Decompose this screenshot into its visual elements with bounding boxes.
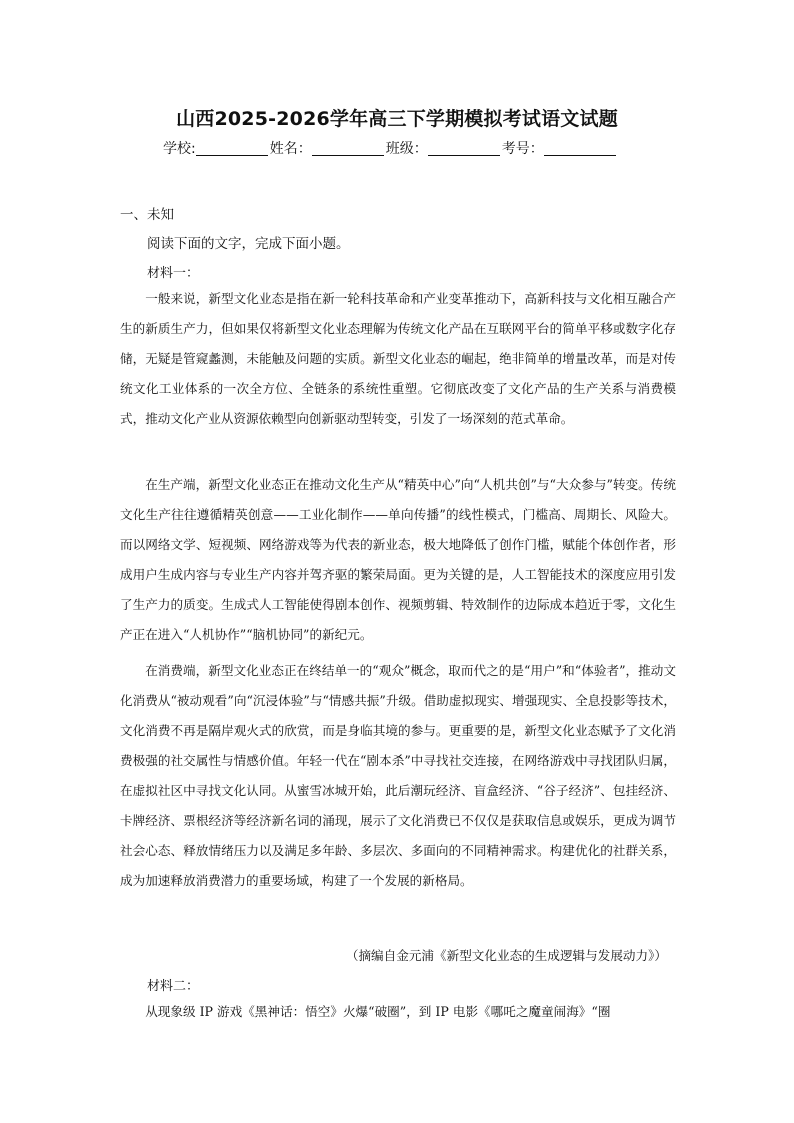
name-blank <box>312 141 384 156</box>
material-one-paragraph: 在消费端，新型文化业态正在终结单一的“观众”概念，取而代之的是“用户”和“体验者”，推动文化消费从“被动观看”向“沉浸体验”与“情感共振”升级。借助虚拟现实、增强现实、全息投影等技术，文化消费不再是隔岸观火式的欣赏，而是身临其境的参与。更重要的是，新型文化业态赋予了文化消费极强的社交属性与情感价值。年轻一代在“剧本杀”中寻找社交连接，在网络游戏中寻找团队归属，在虚拟社区中寻找文化认同。从蜜雪冰城开始，此后潮玩经济、盲盒经济、“谷子经济”、包挂经济、卡牌经济、票根经济等经济新名词的涌现，展示了文化消费已不仅仅是获取信息或娱乐，更成为调节社会心态、释放情绪压力以及满足多年龄、多层次、多面向的不同精神需求。构建优化的社群关系，成为加速释放消费潜力的重要场域，构建了一个发展的新格局。 <box>120 663 676 888</box>
class-label: 班级： <box>385 141 428 157</box>
school-field <box>163 138 270 158</box>
material-two-paragraph: 从现象级 IP 游戏《黑神话：悟空》火爆“破圈”，到 IP 电影《哪吒之魔童闹海》“圈 <box>145 1004 611 1019</box>
exam-number-field <box>502 138 618 158</box>
exam-number-label: 考号： <box>501 141 544 157</box>
school-label: 学校: <box>163 141 196 157</box>
material-one-paragraph: 一般来说，新型文化业态是指在新一轮科技革命和产业变革推动下，高新科技与文化相互融合产生的新质生产力，但如果仅将新型文化业态理解为传统文化产品在互联网平台的简单平移或数字化存储，无疑是管窥蠡测，未能触及问题的实质。新型文化业态的崛起，绝非简单的增量改革，而是对传统文化工业体系的一次全方位、全链条的系统性重塑。它彻底改变了文化产品的生产关系与消费模式，推动文化产业从资源依赖型向创新驱动型转变，引发了一场深刻的范式革命。 <box>120 291 676 426</box>
material-one-paragraph: 在生产端，新型文化业态正在推动文化生产从“精英中心”向“人机共创”与“大众参与”转变。传统文化生产往往遵循精英创意——工业化制作——单向传播”的线性模式，门槛高、周期长、风险大。而以网络文学、短视频、网络游戏等为代表的新业态，极大地降低了创作门槛，赋能个体创作者，形成用户生成内容与专业生产内容并驾齐驱的繁荣局面。更为关键的是，人工智能技术的深度应用引发了生产力的质变。生成式人工智能使得剧本创作、视频剪辑、特效制作的边际成本趋近于零，文化生产正在进入“人机协作”“脑机协同”的新纪元。 <box>120 477 676 642</box>
material-one-label: 材料一： <box>147 266 200 281</box>
name-label: 姓名： <box>269 141 312 157</box>
name-field <box>270 138 386 158</box>
material-two-label: 材料二： <box>147 979 200 994</box>
student-info-row <box>163 138 618 158</box>
class-blank <box>428 141 500 156</box>
document-title: 山西2025-2026学年高三下学期模拟考试语文试题 <box>176 108 618 130</box>
section-heading: 一、未知 <box>120 207 174 223</box>
reading-instruction: 阅读下面的文字，完成下面小题。 <box>147 236 350 252</box>
exam-number-blank <box>544 141 616 156</box>
material-one-source: （摘编自金元浦《新型文化业态的生成逻辑与发展动力》） <box>345 948 667 963</box>
class-field <box>386 138 502 158</box>
school-blank <box>196 141 268 156</box>
